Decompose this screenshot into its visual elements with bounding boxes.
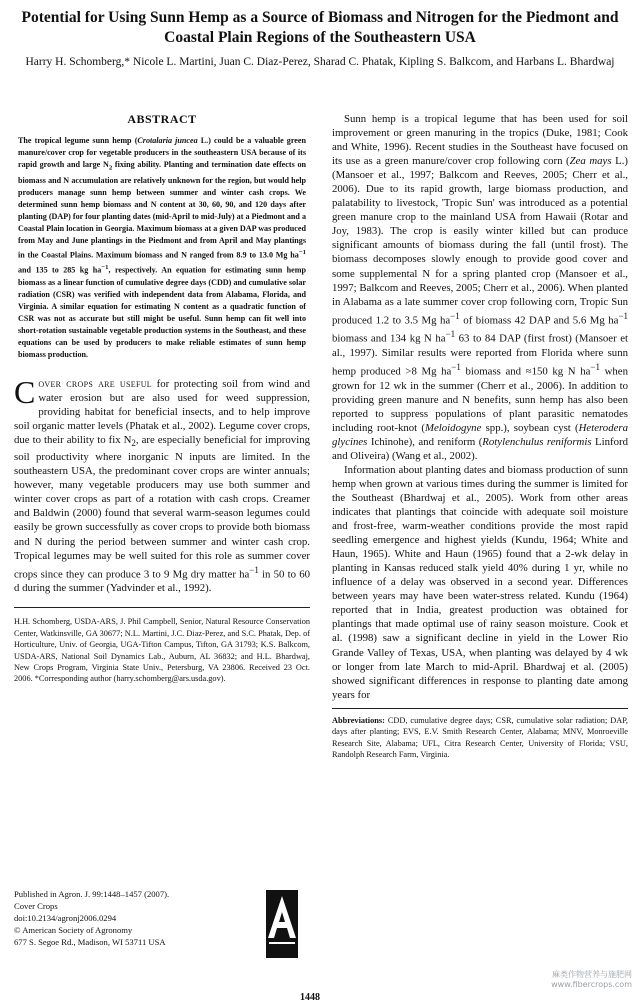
abstract-text: The tropical legume sunn hemp (Crotalaria juncea L.) could be a valuable green manure/cover crop for vegetable producers in the southeastern USA because of its rapid growth and large $N_2$ fixing ability. Planting and termination date effects on biomass and N accumulation are relatively unknown for the region, but would help producers manage sunn hemp between summer and winter cash crops. We determined sunn hemp biomass and N content at 30, 60, 90, and 120 days after planting (DAP) for four planting dates (mid-April to mid-July) at a Piedmont and a Coastal Plain location in Georgia. Maximum biomass at a given DAP was produced from May and June plantings in the Piedmont and from April and May plantings in the Coastal Plains. Maximum biomass and N ranged from 8.9 to 13.0 Mg $ha^{-1}$ and 135 to 285 kg $ha^{-1}$, respectively. An equation for estimating sunn hemp biomass as a linear function of cumulative degree days (CDD) and cumulative solar radiation (CSR) was verified with independent data from Alabama, Florida, and Virginia. A similar equation for estimating N content as a quadratic function of CSR was not as accurate but still might be useful. Sunn hemp can fit well into short-rotation sustainable vegetable production systems in the Southeast, and these equations can be used by producers to make reliable estimates of sunn hemp biomass production. bbox=[18, 136, 306, 359]
abbreviations-footnote: Abbreviations: CDD, cumulative degree days; CSR, cumulative solar radiation; DAP, days after planting; EVS, E.V. Smith Research Center, Alabama; MNV, Monroeville Research Site, Alabama; UFL, Citra Research Center, University of Florida; VSU, Randolph Research Farm, Virginia. bbox=[332, 715, 628, 759]
watermark-cn: 麻类作物营养与施肥网 bbox=[552, 970, 632, 979]
pub-address: 677 S. Segoe Rd., Madison, WI 53711 USA bbox=[14, 937, 166, 947]
author-affiliations: H.H. Schomberg, USDA-ARS, J. Phil Campbell, Senior, Natural Resource Conservation Center, Watkinsville, GA 30677; N.L. Martini, J.C. Diaz-Perez, and S.C. Phatak, Dep. of Horticulture, Univ. of Georgia, UGA-Tifton Campus, Tifton, GA 31793; K.S. Balkcom, USDA-ARS, National Soil Dynamics Lab., Auburn, AL 36832; and H.L. Bhardwaj, New Crops Program, Virginia State Univ., Petersburg, VA 23806. Received 23 Oct. 2006. *Corresponding author (harry.schomberg@ars.usda.gov). bbox=[14, 617, 310, 684]
right-column bbox=[332, 112, 628, 760]
page-number: 1448 bbox=[300, 992, 320, 1003]
pub-citation: Published in Agron. J. 99:1448–1457 (2007). bbox=[14, 889, 170, 899]
intro-paragraph: Cover crops are useful for protecting soil from wind and water erosion but are also used for weed suppression, providing habitat for beneficial insects, and to help improve soil organic matter levels (Phatak et al., 2002). Legume cover crops, due to their ability to fix $N_2$, are especially beneficial for improving soil productivity where inorganic N inputs are limited. In the southeastern USA, the predominant cover crops are winter annuals; however, many vegetable producers may use both summer and winter cover crops as part of a rotation with cash crops. Creamer and Baldwin (2000) found that several warm-season legumes could easily be grown successfully as cover crops to provide both biomass and N during the period between summer and winter cash crop. Tropical legumes may be well suited for this role as summer cover crops since they can produce 3 to 9 Mg dry matter $ha^{-1}$ in 50 to 60 d during the summer (Yadvinder et al., 1992). bbox=[14, 373, 310, 595]
body-paragraph-2: Information about planting dates and biomass production of sunn hemp when grown at various times during the summer is limited for the Southeast (Bhardwaj et al., 2005). Work from other areas indicates that plantings that coincide with adequate soil moisture and frost-free, warm-weather conditions provide the most rapid seedling emergence and highest yields (Kundu, 1964; White and Haun, 1965). White and Haun (1965) found that a 2-wk delay in planting in Kansas reduced stalk yield 40% during 1 yr, while no influence of a delay was observed in a second year. Differences between years may have been water-stress related. Kundu (1964) reported that in India, greatest production was obtained for plantings that made optimal use of rainy season moisture. Cook et al. (1998) saw a significant decline in yield in the Lower Rio Grande Valley of Texas, USA, when planting was delayed by 4 wk or longer from late March to mid-April. Bhardwaj et al. (2005) showed significant differences in response to planting date among years for bbox=[332, 463, 628, 701]
publication-info bbox=[14, 888, 314, 968]
author-list: Harry H. Schomberg,* Nicole L. Martini, Juan C. Diaz-Perez, Sharad C. Phatak, Kipling S. Balkcom, and Harbans L. Bhardwaj bbox=[25, 56, 615, 68]
left-column bbox=[14, 112, 310, 685]
pub-copyright: © American Society of Agronomy bbox=[14, 925, 133, 935]
body-paragraph-1: Sunn hemp is a tropical legume that has been used for soil improvement or green manuring in the tropics (Duke, 1981; Cook and White, 1996). Recent studies in the Southeast have focused on its use as a green manure/cover crop following corn (Zea mays L.) (Mansoer et al., 1997; Balkcom and Reeves, 2005; Cherr et al., 2006). Due to its rapid growth, large biomass production, and palatability to livestock, 'Tropic Sun' was introduced as a potential green manure crop to the mainland USA from Hawaii (Rotar and Joy, 1983). The crop is easily winter killed but can produce significant amounts of biomass during the fall (until frost). The biomass decomposes slowly enough to provide good cover and some supplemental N for a spring planted crop (Mansoer et al., 1997; Balkcom and Reeves, 2005; Cherr et al., 2006). When planted in Alabama as a late summer cover crop following corn, Tropic Sun produced 1.2 to 3.5 Mg $ha^{-1}$ of biomass 42 DAP and 5.6 Mg $ha^{-1}$ biomass and 134 kg N $ha^{-1}$ 63 to 84 DAP (first frost) (Mansoer et al., 1997). Similar results were reported from Florida where sunn hemp produced >8 Mg $ha^{-1}$ biomass and ≈150 kg N $ha^{-1}$ when grown for 12 wk in the summer (Cherr et al., 2006). In addition to providing green manure and N benefits, sunn hemp has also been reported to suppress populations of plant parasitic nematodes including root-knot (Meloidogyne spp.), soybean cyst (Heterodera glycines Ichinohe), and reniform (Rotylenchulus reniformis Linford and Oliveira) (Wang et al., 2002). bbox=[332, 113, 629, 462]
abbreviations-divider bbox=[332, 708, 628, 709]
watermark bbox=[551, 970, 632, 990]
footnote-divider bbox=[14, 607, 310, 608]
pub-section: Cover Crops bbox=[14, 901, 58, 911]
watermark-url: www.fibercrops.com bbox=[551, 980, 632, 989]
abstract-heading: ABSTRACT bbox=[127, 112, 197, 126]
society-logo-icon bbox=[258, 888, 306, 960]
pub-doi[interactable]: doi:10.2134/agronj2006.0294 bbox=[14, 913, 117, 923]
paper-title: Potential for Using Sunn Hemp as a Source of Biomass and Nitrogen for the Piedmont and Coastal Plain Regions of the Southeastern USA bbox=[21, 9, 619, 46]
drop-cap: C bbox=[14, 373, 36, 410]
